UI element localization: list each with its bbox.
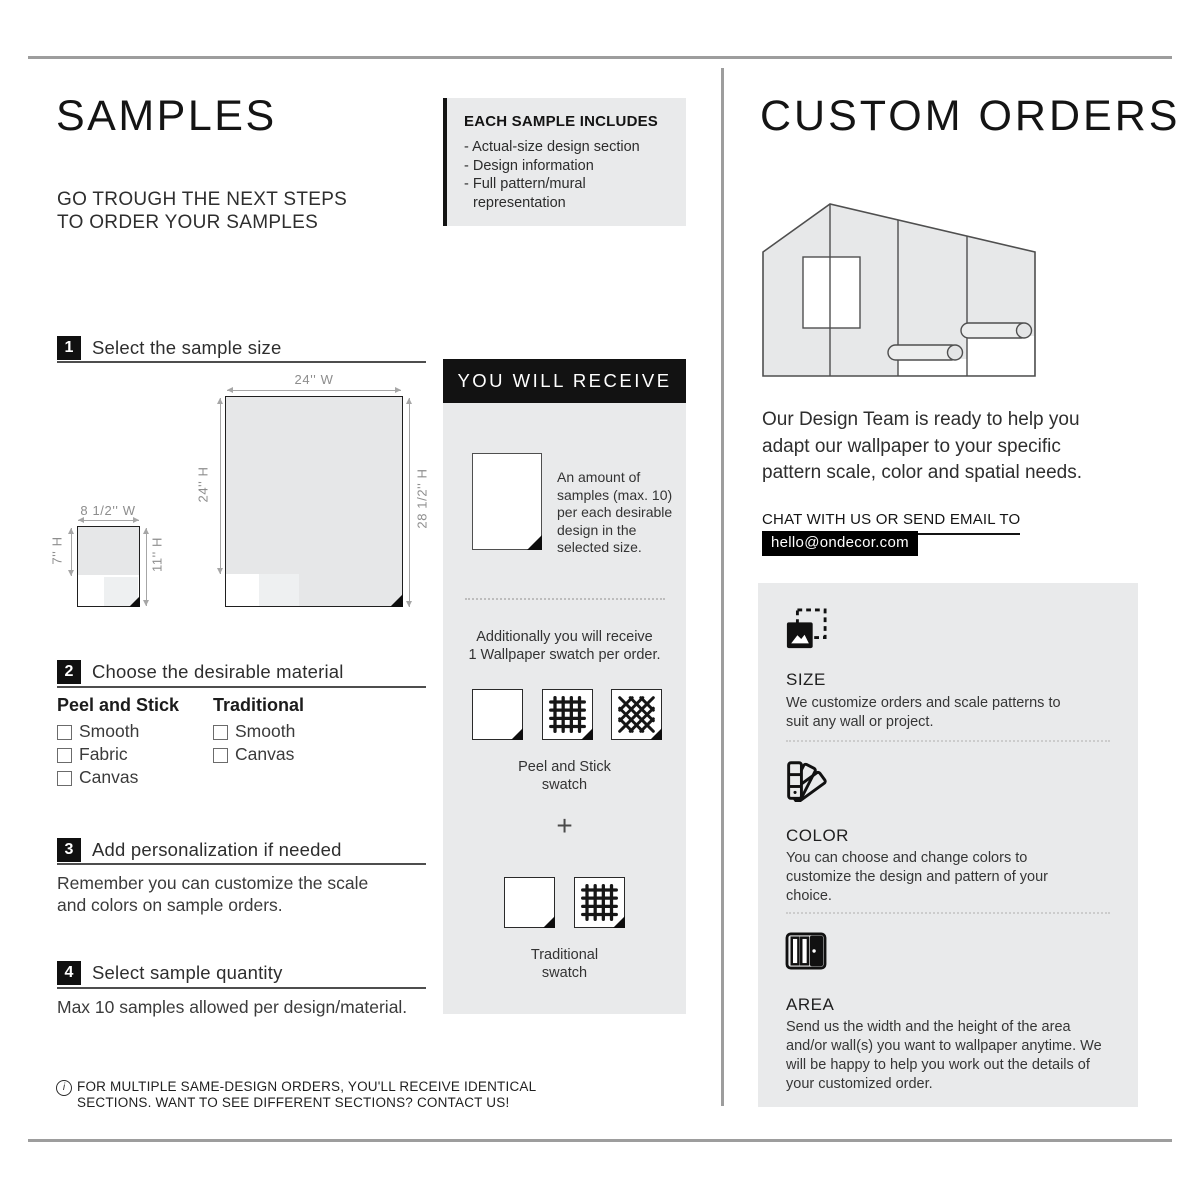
chat-with-us-label: CHAT WITH US OR SEND EMAIL TO: [762, 511, 1020, 535]
checkbox-peel-smooth[interactable]: [57, 725, 72, 740]
small-sample-gray-area: [78, 527, 139, 575]
vertical-divider: [721, 68, 724, 1106]
small-sample-width-label: 8 1/2'' W: [80, 503, 136, 518]
samples-intro-line1: GO TROUGH THE NEXT STEPS: [57, 189, 348, 210]
additionally-line1: Additionally you will receive: [476, 629, 653, 645]
includes-title: EACH SAMPLE INCLUDES: [464, 113, 659, 130]
checkbox-peel-fabric-label: Fabric: [79, 744, 128, 764]
swatch-folded-corner: [581, 728, 593, 740]
feature-size-text: We customize orders and scale patterns to suit any wall or project.: [786, 695, 1061, 730]
includes-item: - Design information: [464, 157, 674, 176]
large-sample-folded-corner: [390, 594, 403, 607]
peel-swatch-label-line2: swatch: [541, 777, 588, 793]
large-sample-rectangle: [225, 396, 403, 607]
swatch-crosshatch-icon: [611, 689, 662, 740]
step4-header: [57, 961, 283, 985]
swatch-folded-corner: [613, 916, 625, 928]
size-icon: [785, 608, 827, 650]
custom-orders-title: CUSTOM ORDERS: [760, 92, 1181, 140]
checkbox-traditional-smooth[interactable]: [213, 725, 228, 740]
color-swatch-fan-icon: [785, 760, 827, 802]
swatch-smooth-icon: [504, 877, 555, 928]
checkbox-traditional-canvas-label: Canvas: [235, 744, 295, 764]
checkbox-peel-canvas-label: Canvas: [79, 767, 139, 787]
each-sample-includes-box: [443, 98, 686, 226]
feature-color-text: You can choose and change colors to customize the design and pattern of your choice.: [786, 850, 1048, 904]
swatch-folded-corner: [650, 728, 662, 740]
swatch-grid-icon: [574, 877, 625, 928]
includes-item: - Full pattern/mural representation: [464, 175, 674, 212]
sheet-folded-corner: [527, 535, 542, 550]
step1-underline: [57, 361, 426, 363]
step2-title: Choose the desirable material: [92, 661, 344, 682]
feature-divider: [786, 740, 1110, 742]
samples-title: SAMPLES: [56, 92, 277, 140]
feature-divider: [786, 912, 1110, 914]
samples-intro-line2: TO ORDER YOUR SAMPLES: [57, 212, 319, 233]
bottom-divider: [28, 1139, 1172, 1142]
includes-item: - Actual-size design section: [464, 138, 674, 157]
info-icon: i: [56, 1080, 72, 1096]
email-badge[interactable]: hello@ondecor.com: [762, 531, 918, 556]
swatch-folded-corner: [511, 728, 523, 740]
step1-title: Select the sample size: [92, 337, 282, 358]
large-sample-left-height-label: 24'' H: [195, 466, 211, 503]
material-group-traditional-title: Traditional: [213, 695, 305, 715]
step4-note: Max 10 samples allowed per design/material.: [57, 997, 408, 1017]
small-sample-left-height-label: 7'' H: [49, 536, 65, 565]
design-team-intro: Our Design Team is ready to help you adapt our wallpaper to your specific pattern scale, color and spatial needs.: [762, 409, 1083, 483]
traditional-swatch-label-line2: swatch: [541, 965, 588, 981]
checkbox-traditional-canvas[interactable]: [213, 748, 228, 763]
footnote-line2: SECTIONS. WANT TO SEE DIFFERENT SECTIONS? CONTACT US!: [77, 1095, 510, 1110]
material-group-peel-title: Peel and Stick: [57, 695, 180, 715]
step3-underline: [57, 863, 426, 865]
step4-number-badge: 4: [57, 961, 81, 985]
small-sample-folded-corner: [129, 596, 140, 607]
swatch-smooth-icon: [472, 689, 523, 740]
swatch-grid-icon: [542, 689, 593, 740]
large-sample-white-area: [226, 574, 259, 606]
small-sample-right-height-label: 11'' H: [149, 536, 165, 573]
swatch-folded-corner: [543, 916, 555, 928]
step3-note-line1: Remember you can customize the scale: [57, 873, 369, 893]
step2-underline: [57, 686, 426, 688]
peel-swatch-label-line1: Peel and Stick: [518, 759, 611, 775]
step3-header: [57, 838, 342, 862]
small-sample-width-dimension-line: [78, 520, 139, 521]
wallpapered-wall-illustration: [762, 197, 1036, 379]
step1-number-badge: 1: [57, 336, 81, 360]
step2-number-badge: 2: [57, 660, 81, 684]
small-sample-left-dimension-line: [71, 528, 72, 576]
large-sample-inner-swatch: [259, 574, 299, 606]
large-sample-width-dimension-line: [227, 390, 401, 391]
feature-color-title: COLOR: [786, 826, 849, 845]
panel-dotted-divider: [465, 598, 665, 600]
traditional-swatch-label-line1: Traditional: [530, 947, 599, 963]
step3-number-badge: 3: [57, 838, 81, 862]
feature-area-title: AREA: [786, 995, 835, 1014]
step3-note-line2: and colors on sample orders.: [57, 895, 283, 915]
step2-header: [57, 660, 344, 684]
checkbox-peel-canvas[interactable]: [57, 771, 72, 786]
checkbox-traditional-smooth-label: Smooth: [235, 721, 296, 741]
sample-sheet-icon: [472, 453, 542, 550]
small-sample-right-dimension-line: [146, 528, 147, 606]
area-wall-icon: [785, 932, 827, 970]
you-will-receive-header: YOU WILL RECEIVE: [443, 359, 686, 403]
step3-title: Add personalization if needed: [92, 839, 342, 860]
small-sample-rectangle: [77, 526, 140, 607]
step4-underline: [57, 987, 426, 989]
large-sample-right-height-label: 28 1/2'' H: [414, 468, 430, 529]
customization-features-panel: [758, 583, 1138, 1107]
footnote-line1: FOR MULTIPLE SAME-DESIGN ORDERS, YOU'LL RECEIVE IDENTICAL: [77, 1079, 537, 1094]
large-sample-left-dimension-line: [220, 398, 221, 574]
step4-title: Select sample quantity: [92, 962, 283, 983]
plus-icon: +: [556, 810, 573, 841]
top-divider: [28, 56, 1172, 59]
samples-amount-note: An amount of samples (max. 10) per each desirable design in the selected size.: [557, 469, 673, 555]
feature-area-text: Send us the width and the height of the area and/or wall(s) you want to wallpaper anytime. We will be happy to help you work out the details of your customized order.: [786, 1019, 1102, 1092]
large-sample-right-dimension-line: [409, 398, 410, 607]
step1-header: [57, 336, 282, 360]
you-will-receive-panel: [443, 403, 686, 1014]
checkbox-peel-smooth-label: Smooth: [79, 721, 140, 741]
additionally-line2: 1 Wallpaper swatch per order.: [468, 647, 661, 663]
feature-size-title: SIZE: [786, 670, 826, 689]
large-sample-width-label: 24'' W: [294, 372, 334, 387]
checkbox-peel-fabric[interactable]: [57, 748, 72, 763]
